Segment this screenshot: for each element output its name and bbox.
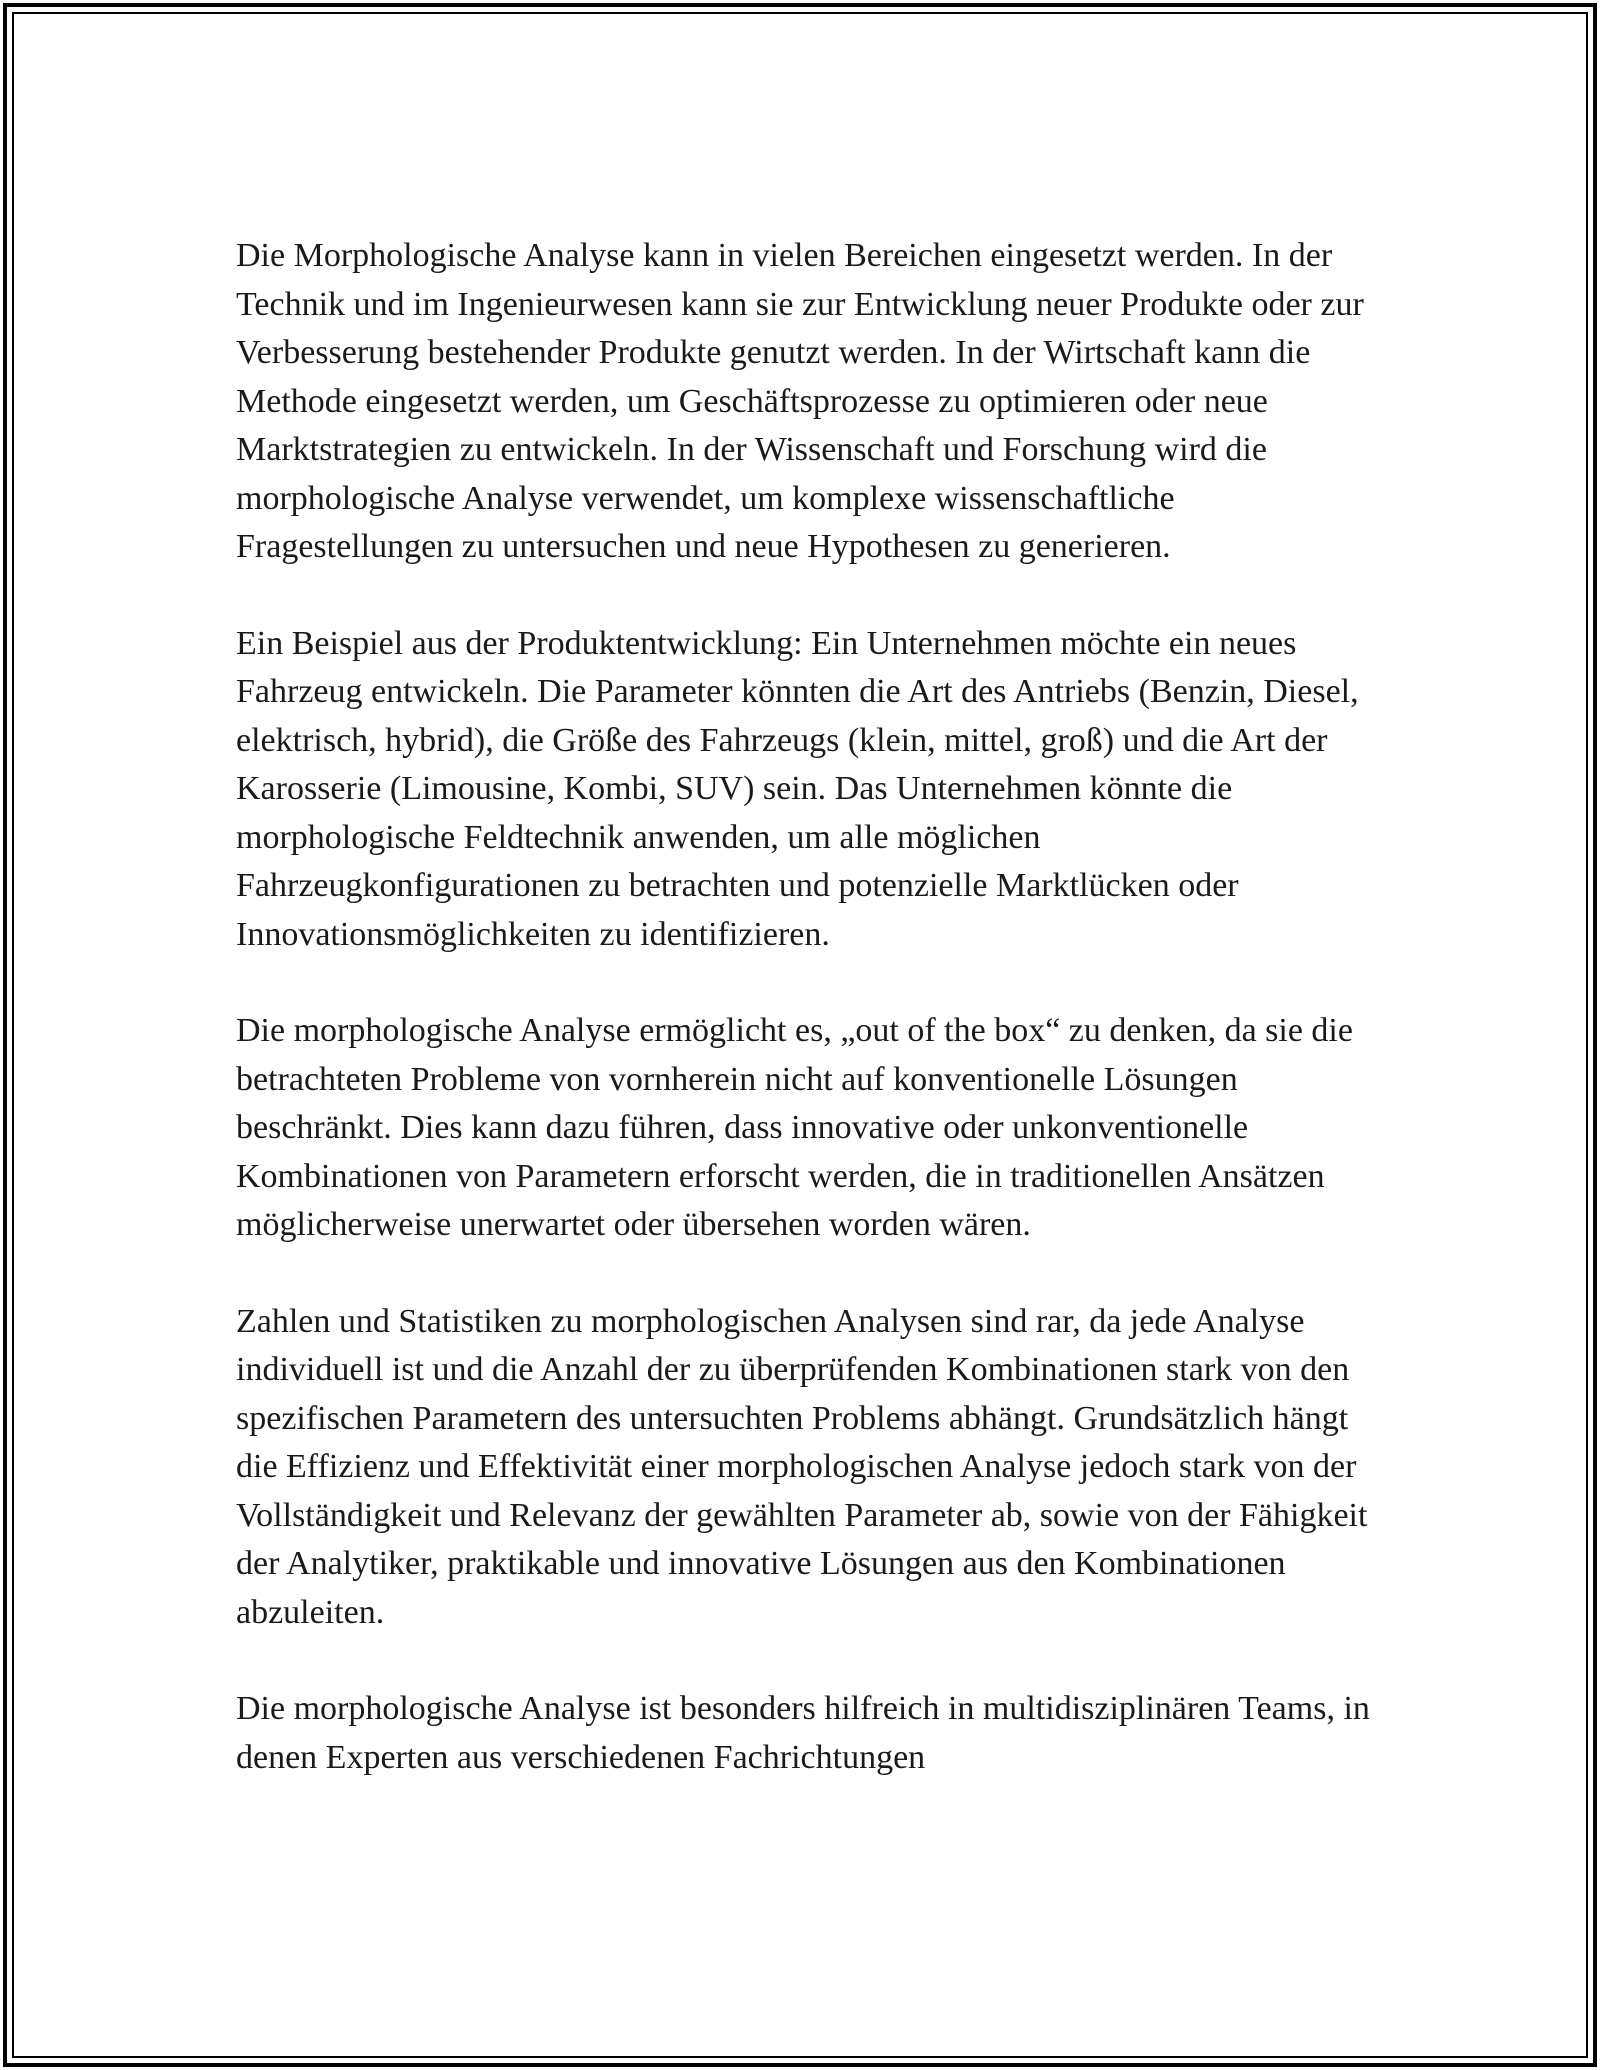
- paragraph-application-areas: Die Morphologische Analyse kann in vielen Bereichen eingesetzt werden. In der Technik und im Ingenieurwesen kann sie zur Entwicklung neuer Produkte oder zur Verbesserung bestehender Produkte genutzt werden. In der Wirtschaft kann die Methode eingesetzt werden, um Geschäftsprozesse zu optimieren oder neue Marktstrategien zu entwickeln. In der Wissenschaft und Forschung wird die morphologische Analyse verwendet, um komplexe wissenschaftliche Fragestellungen zu untersuchen und neue Hypothesen zu generieren.: [236, 237, 1364, 565]
- paragraph-product-example: Ein Beispiel aus der Produktentwicklung: Ein Unternehmen möchte ein neues Fahrzeug entwickeln. Die Parameter könnten die Art des Antriebs (Benzin, Diesel, elektrisch, hybrid), die Größe des Fahrzeugs (klein, mittel, groß) und die Art der Karosserie (Limousine, Kombi, SUV) sein. Das Unternehmen könnte die morphologische Feldtechnik anwenden, um alle möglichen Fahrzeugkonfigurationen zu betrachten und potenzielle Marktlücken oder Innovationsmöglichkeiten zu identifizieren.: [236, 624, 1359, 953]
- document-body: [236, 232, 1376, 1830]
- paragraph-out-of-the-box: Die morphologische Analyse ermöglicht es, „out of the box“ zu denken, da sie die betrachteten Probleme von vornherein nicht auf konventionelle Lösungen beschränkt. Dies kann dazu führen, dass innovative oder unkonventionelle Kombinationen von Parametern erforscht werden, die in traditionellen Ansätzen möglicherweise unerwartet oder übersehen worden wären.: [236, 1012, 1353, 1243]
- paragraph-statistics: Zahlen und Statistiken zu morphologischen Analysen sind rar, da jede Analyse individuell ist und die Anzahl der zu überprüfenden Kombinationen stark von den spezifischen Parametern des untersuchten Problems abhängt. Grundsätzlich hängt die Effizienz und Effektivität einer morphologischen Analyse jedoch stark von der Vollständigkeit und Relevanz der gewählten Parameter ab, sowie von der Fähigkeit der Analytiker, praktikable und innovative Lösungen aus den Kombinationen abzuleiten.: [236, 1302, 1368, 1631]
- paragraph-multidisciplinary-teams: Die morphologische Analyse ist besonders hilfreich in multidisziplinären Teams, in denen Experten aus verschiedenen Fachrichtungen: [236, 1690, 1370, 1776]
